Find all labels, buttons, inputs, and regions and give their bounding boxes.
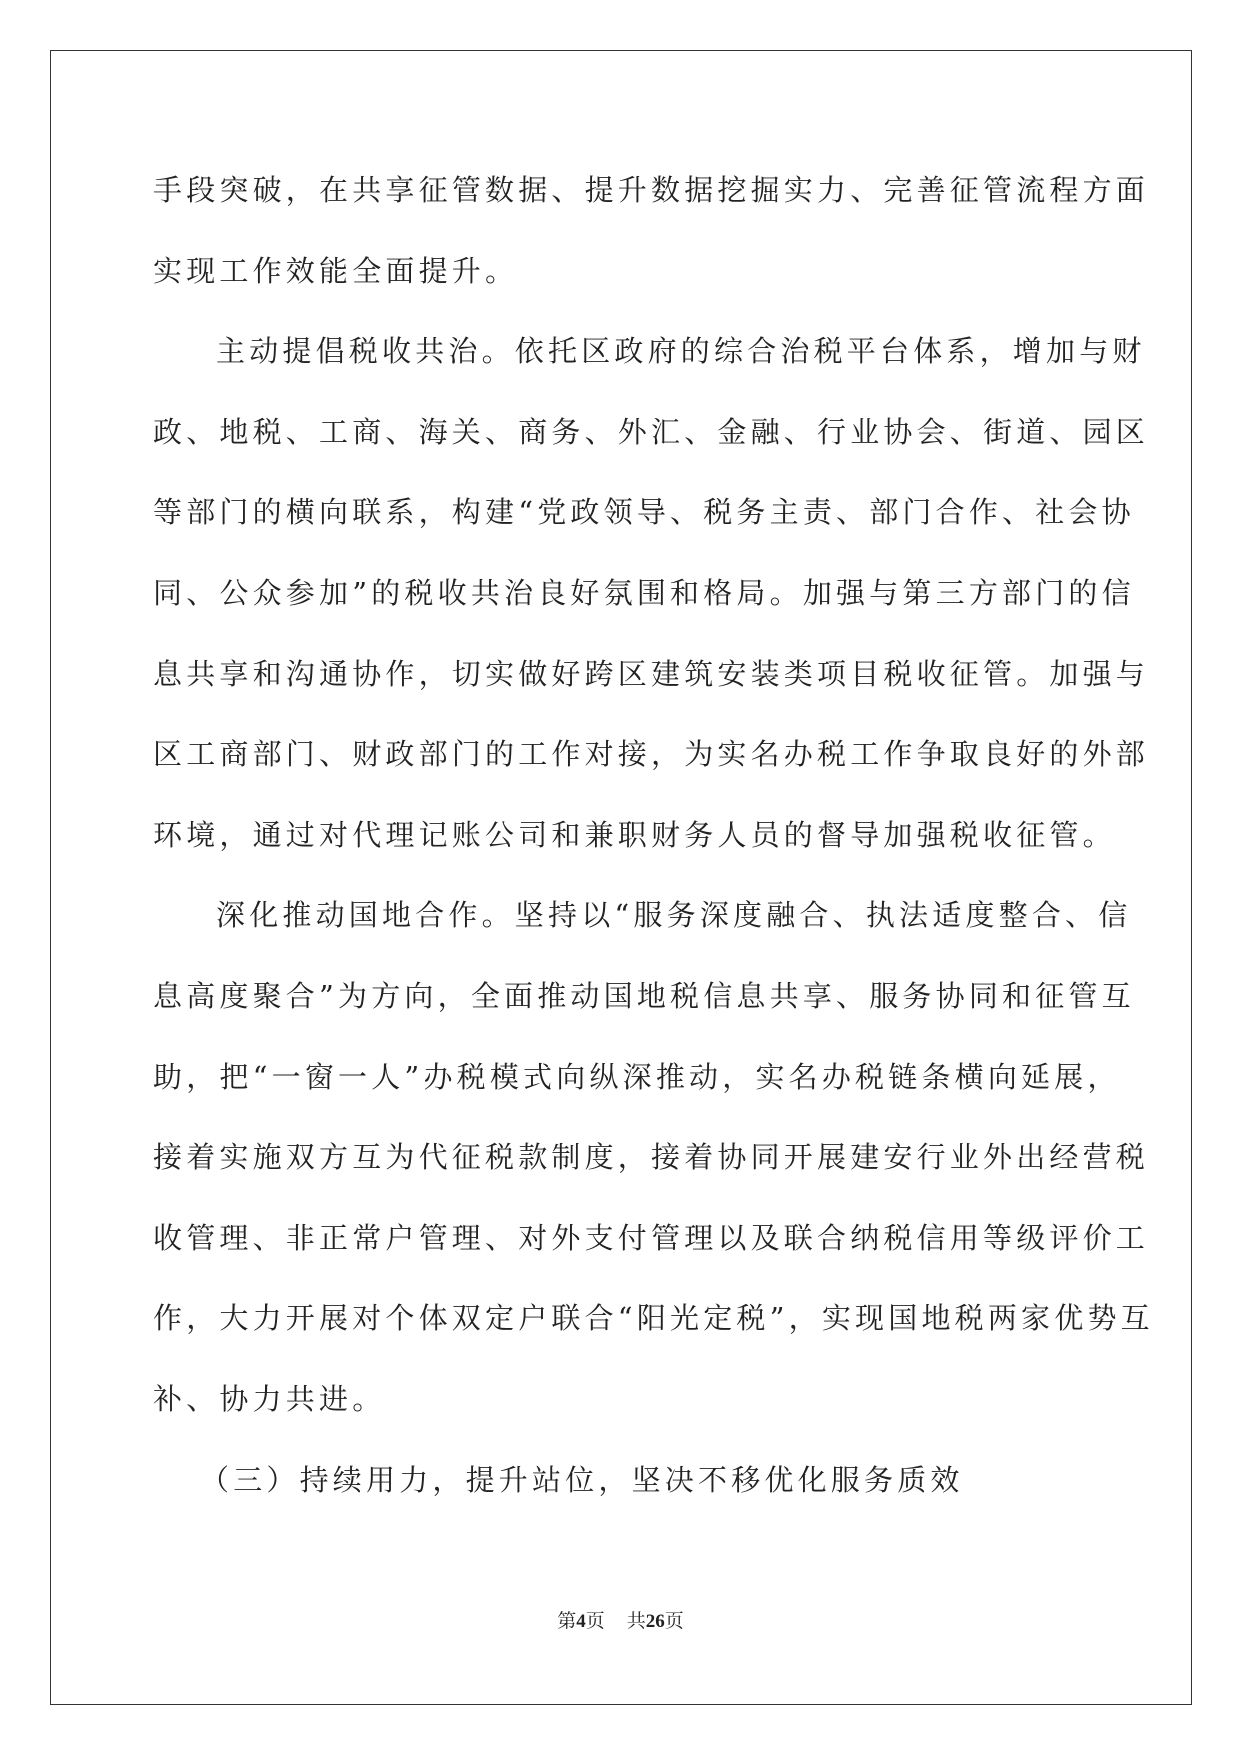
paragraph-line: 等部门的横向联系，构建“党政领导、税务主责、部门合作、社会协	[153, 495, 1135, 529]
paragraph-line: 深化推动国地合作。坚持以“服务深度融合、执法适度整合、信	[216, 898, 1132, 932]
paragraph-line: 息高度聚合”为方向，全面推动国地税信息共享、服务协同和征管互	[153, 979, 1135, 1013]
total-suffix: 页	[664, 1611, 684, 1632]
paragraph-line: 收管理、非正常户管理、对外支付管理以及联合纳税信用等级评价工	[153, 1221, 1150, 1255]
page-footer	[0, 1610, 1241, 1634]
paragraph-line: 主动提倡税收共治。依托区政府的综合治税平台体系，增加与财	[216, 334, 1146, 368]
section-heading: （三）持续用力，提升站位，坚决不移优化服务质效	[200, 1463, 964, 1497]
paragraph-line: 息共享和沟通协作，切实做好跨区建筑安装类项目税收征管。加强与	[153, 657, 1150, 691]
paragraph-line: 手段突破，在共享征管数据、提升数据挖掘实力、完善征管流程方面	[153, 173, 1150, 207]
total-pages: 26	[645, 1611, 665, 1632]
page-prefix: 第	[557, 1611, 577, 1632]
paragraph-line: 环境，通过对代理记账公司和兼职财务人员的督导加强税收征管。	[153, 818, 1116, 852]
paragraph-line: 实现工作效能全面提升。	[153, 254, 519, 288]
page-number: 4	[576, 1611, 586, 1632]
paragraph-line: 接着实施双方互为代征税款制度，接着协同开展建安行业外出经营税	[153, 1140, 1150, 1174]
paragraph-line: 作，大力开展对个体双定户联合“阳光定税”，实现国地税两家优势互	[153, 1301, 1154, 1335]
paragraph-line: 同、公众参加”的税收共治良好氛围和格局。加强与第三方部门的信	[153, 576, 1135, 610]
paragraph-line: 区工商部门、财政部门的工作对接，为实名办税工作争取良好的外部	[153, 737, 1150, 771]
total-prefix: 共	[626, 1611, 646, 1632]
page-suffix: 页	[585, 1611, 605, 1632]
paragraph-line: 政、地税、工商、海关、商务、外汇、金融、行业协会、街道、园区	[153, 415, 1150, 449]
paragraph-line: 补、协力共进。	[153, 1382, 386, 1416]
paragraph-line: 助，把“一窗一人”办税模式向纵深推动，实名办税链条横向延展，	[153, 1060, 1121, 1094]
page-border	[50, 50, 1192, 1705]
